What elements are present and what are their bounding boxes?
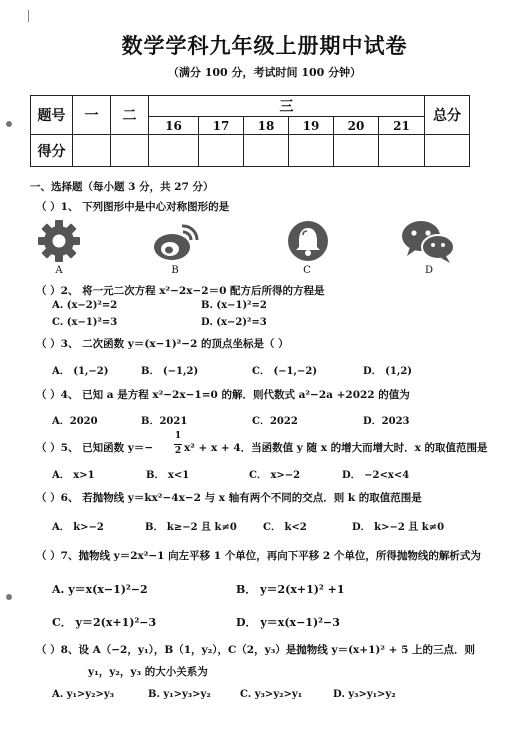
col-section-2: 二 xyxy=(111,96,149,135)
q2-option-d: D. (x−2)²=3 xyxy=(201,317,267,328)
q4-option-d: D．2023 xyxy=(363,416,410,427)
col-q18: 18 xyxy=(244,117,289,135)
page-subtitle: （满分 100 分，考试时间 100 分钟） xyxy=(167,66,362,79)
wechat-icon xyxy=(400,218,456,264)
col-total: 总分 xyxy=(425,96,470,135)
q5-option-d: D． −2<x<4 xyxy=(342,470,410,481)
q6-option-b: B． k≥−2 且 k≠0 xyxy=(145,522,237,533)
option-d-label: D xyxy=(424,265,434,276)
col-q20: 20 xyxy=(334,117,379,135)
binding-hole-mark xyxy=(6,594,12,600)
q2-option-c: C. (x−1)²=3 xyxy=(52,317,118,328)
q4-option-b: B．2021 xyxy=(141,416,188,427)
q8-option-c: C. y₃>y₂>y₁ xyxy=(240,689,303,700)
q7-option-c: C． y＝2(x+1)²−3 xyxy=(52,616,157,629)
q5-option-a: A． x>1 xyxy=(52,470,95,481)
score-cell[interactable] xyxy=(334,135,379,167)
score-cell[interactable] xyxy=(379,135,425,167)
col-q19: 19 xyxy=(289,117,334,135)
score-cell[interactable] xyxy=(425,135,470,167)
option-b-label: B xyxy=(171,265,179,276)
section-heading: 一、选择题（每小题 3 分，共 27 分） xyxy=(30,181,214,193)
option-c-label: C xyxy=(303,265,311,276)
question-5-stem-a: （ ）5、 已知函数 y＝− xyxy=(36,442,154,454)
col-section-1: 一 xyxy=(73,96,111,135)
question-5-stem-b: x² + x + 4．当函数值 y 随 x 的增大而增大时．x 的取值范围是 xyxy=(184,442,488,454)
question-7-stem: （ ）7、抛物线 y＝2x²−1 向左平移 1 个单位，再向下平移 2 个单位，所得抛物线的解析式为 xyxy=(36,550,481,562)
col-q16: 16 xyxy=(149,117,199,135)
q7-option-d: D． y＝x(x−1)²−3 xyxy=(236,616,340,629)
q3-option-a: A． (1,−2) xyxy=(52,366,109,377)
q5-option-b: B． x<1 xyxy=(146,470,190,481)
q6-option-c: C． k<2 xyxy=(263,522,307,533)
question-3-stem: （ ）3、 二次函数 y＝(x−1)²−2 的顶点坐标是（ ） xyxy=(36,338,289,350)
q3-option-d: D． (1,2) xyxy=(363,366,413,377)
q2-option-a: A. (x−2)²=2 xyxy=(52,300,118,311)
option-a-label: A xyxy=(55,265,63,276)
q4-option-c: C．2022 xyxy=(252,416,298,427)
score-cell[interactable] xyxy=(149,135,199,167)
q6-option-d: D． k>−2 且 k≠0 xyxy=(352,522,445,533)
q8-option-d: D. y₃>y₁>y₂ xyxy=(333,689,396,700)
q6-option-a: A． k>−2 xyxy=(52,522,104,533)
q3-option-c: C． (−1,−2) xyxy=(252,366,318,377)
q8-option-b: B. y₁>y₃>y₂ xyxy=(148,689,211,700)
q5-fraction-denominator: 2 xyxy=(174,446,182,456)
score-cell[interactable] xyxy=(199,135,244,167)
weibo-icon xyxy=(152,220,202,264)
bell-icon xyxy=(286,219,330,263)
score-table xyxy=(30,95,470,167)
binding-hole-mark xyxy=(6,121,12,127)
question-6-stem: （ ）6、 若抛物线 y＝kx²−4x−2 与 x 轴有两个不同的交点．则 k 的取值范围是 xyxy=(36,492,422,504)
question-8-stem: （ ）8、设 A（−2，y₁），B（1，y₂），C（2，y₃）是抛物线 y＝(x+1)² + 5 上的三点．则 xyxy=(36,644,476,656)
q7-option-b: B． y＝2(x+1)² +1 xyxy=(236,583,345,596)
question-2-stem: （ ）2、 将一元二次方程 x²−2x−2＝0 配方后所得的方程是 xyxy=(36,285,325,297)
col-q21: 21 xyxy=(379,117,425,135)
gear-icon xyxy=(36,218,82,264)
q5-option-c: C． x>−2 xyxy=(249,470,301,481)
question-4-stem: （ ）4、 已知 a 是方程 x²−2x−1=0 的解．则代数式 a²−2a +2022 的值为 xyxy=(36,389,410,401)
q4-option-a: A．2020 xyxy=(52,416,98,427)
question-1-stem: （ ）1、 下列图形中是中心对称图形的是 xyxy=(36,201,230,213)
score-cell[interactable] xyxy=(73,135,111,167)
score-cell[interactable] xyxy=(289,135,334,167)
row-label-score: 得分 xyxy=(31,135,73,167)
row-label-question: 题号 xyxy=(31,96,73,135)
q2-option-b: B. (x−1)²=2 xyxy=(201,300,267,311)
score-cell[interactable] xyxy=(244,135,289,167)
page-title: 数学学科九年级上册期中试卷 xyxy=(121,33,408,58)
q5-fraction-bar xyxy=(174,444,182,445)
q3-option-b: B． (−1,2) xyxy=(141,366,199,377)
question-8-stem-line2: y₁，y₂，y₃ 的大小关系为 xyxy=(88,666,208,678)
col-section-3: 三 xyxy=(149,96,425,117)
page-corner-mark xyxy=(28,10,29,22)
q7-option-a: A. y＝x(x−1)²−2 xyxy=(52,583,148,596)
col-q17: 17 xyxy=(199,117,244,135)
q5-fraction-numerator: 1 xyxy=(174,431,182,441)
q8-option-a: A. y₁>y₂>y₃ xyxy=(52,689,115,700)
score-cell[interactable] xyxy=(111,135,149,167)
